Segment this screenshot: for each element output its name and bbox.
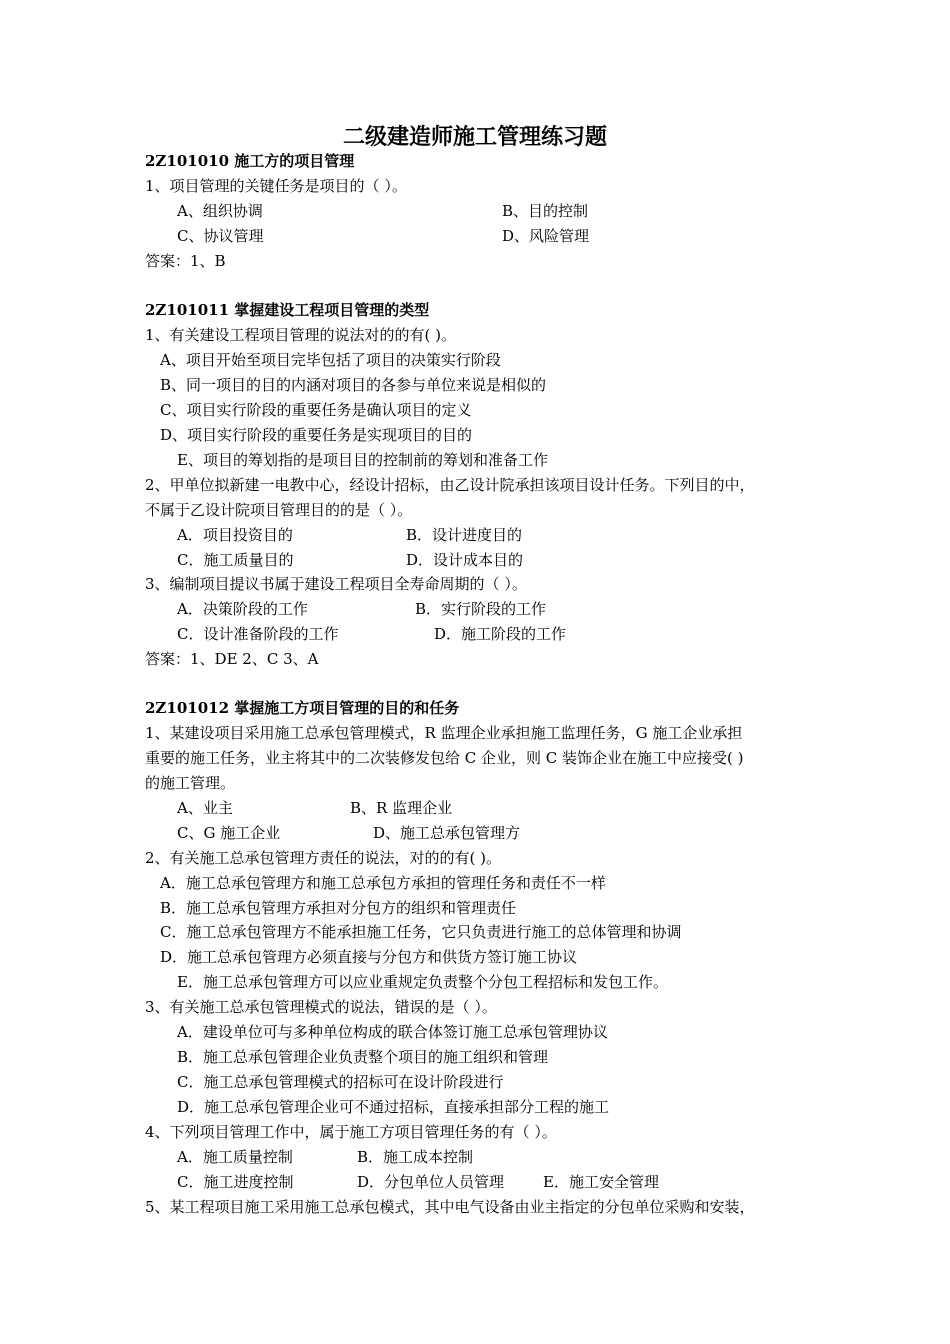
option-d: D、施工总承包管理方 <box>373 824 521 842</box>
option-d: D、风险管理 <box>502 227 590 245</box>
option-c: C．设计准备阶段的工作 <box>177 625 339 643</box>
option-a: A．决策阶段的工作 <box>177 600 308 618</box>
option-a: A．施工质量控制 <box>177 1148 293 1166</box>
option-a: A、业主 <box>177 799 233 817</box>
document-title: 二级建造师施工管理练习题 <box>342 124 607 150</box>
option-b: B．施工成本控制 <box>357 1148 474 1166</box>
option-a: A、组织协调 <box>177 202 263 220</box>
document-page: 二级建造师施工管理练习题 2Z101010 施工方的项目管理 1、项目管理的关键任务是项目的（ ）。 A、组织协调 B、目的控制 C、协议管理 D、风险管理 答案：1、B 2Z101011 掌握建设工程项目管理的类型 1、有关建设工程项目管理的说法对的的有( )。 A、项目开始至项目完毕包括了项目的决策实行阶段 B、同一项目的目的内涵对项目的各参与单位来说是相似的 C、项目实行阶段的重要任务是确认项目的定义 D、项目实行阶段的重要任务是实现项目的目的 E、项目的筹划指的是项目目的控制前的筹划和准备工作 2、甲单位拟新建一电教中心，经设计招标，由乙设计院承担该项目设计任务。下列目的中， 不属于乙设计院项目管理目的的是（ ）。 A．项目投资目的 B．设计进度目的 C．施工质量目的 D．设计成本目的 3、编制项目提议书属于建设工程项目全寿命周期的（ ）。 A．决策阶段的工作 B．实行阶段的工作 C．设计准备阶段的工作 D．施工阶段的工作 答案：1、DE 2、C 3、A 2Z101012 掌握施工方项目管理的目的和任务 1、某建设项目采用施工总承包管理模式，R 监理企业承担施工监理任务，G 施工企业承担 重要的施工任务，业主将其中的二次装修发包给 C 企业，则 C 装饰企业在施工中应接受( ) 的施工管理。 A、业主 B、R 监理企业 C、G 施工企业 D、施工总承包管理方 2、有关施工总承包管理方责任的说法，对的的有( )。 A．施工总承包管理方和施工总承包方承担的管理任务和责任不一样 B．施工总承包管理方承担对分包方的组织和管理责任 C．施工总承包管理方不能承担施工任务，它只负责进行施工的总体管理和协调 D．施工总承包管理方必须直接与分包方和供货方签订施工协议 E．施工总承包管理方可以应业重规定负责整个分包工程招标和发包工作。 3、有关施工总承包管理模式的说法，错误的是（ ）。 A．建设单位可与多种单位构成的联合体签订施工总承包管理协议 B．施工总承包管理企业负责整个项目的施工组织和管理 C．施工总承包管理模式的招标可在设计阶段进行 D．施工总承包管理企业可不通过招标，直接承担部分工程的施工 4、下列项目管理工作中，属于施工方项目管理任务的有（ ）。 A．施工质量控制 B．施工成本控制 C．施工进度控制 D．分包单位人员管理 E．施工安全管理 5、某工程项目施工采用施工总承包模式，其中电气设备由业主指定的分包单位采购和安装， <box>0 0 950 1344</box>
option-c: C、G 施工企业 <box>177 824 281 842</box>
option-b: B、R 监理企业 <box>350 799 453 817</box>
option-a: A．项目投资目的 <box>177 526 293 544</box>
option-d: D．设计成本目的 <box>406 551 524 569</box>
option-e: E．施工安全管理 <box>543 1173 659 1191</box>
option-b: B．设计进度目的 <box>406 526 523 544</box>
option-c: C．施工进度控制 <box>177 1173 294 1191</box>
option-d: D．施工阶段的工作 <box>434 625 567 643</box>
option-b: B．实行阶段的工作 <box>415 600 547 618</box>
option-d: D．分包单位人员管理 <box>357 1173 505 1191</box>
option-b: B、目的控制 <box>502 202 589 220</box>
option-c: C、协议管理 <box>177 227 264 245</box>
option-c: C．施工质量目的 <box>177 551 294 569</box>
